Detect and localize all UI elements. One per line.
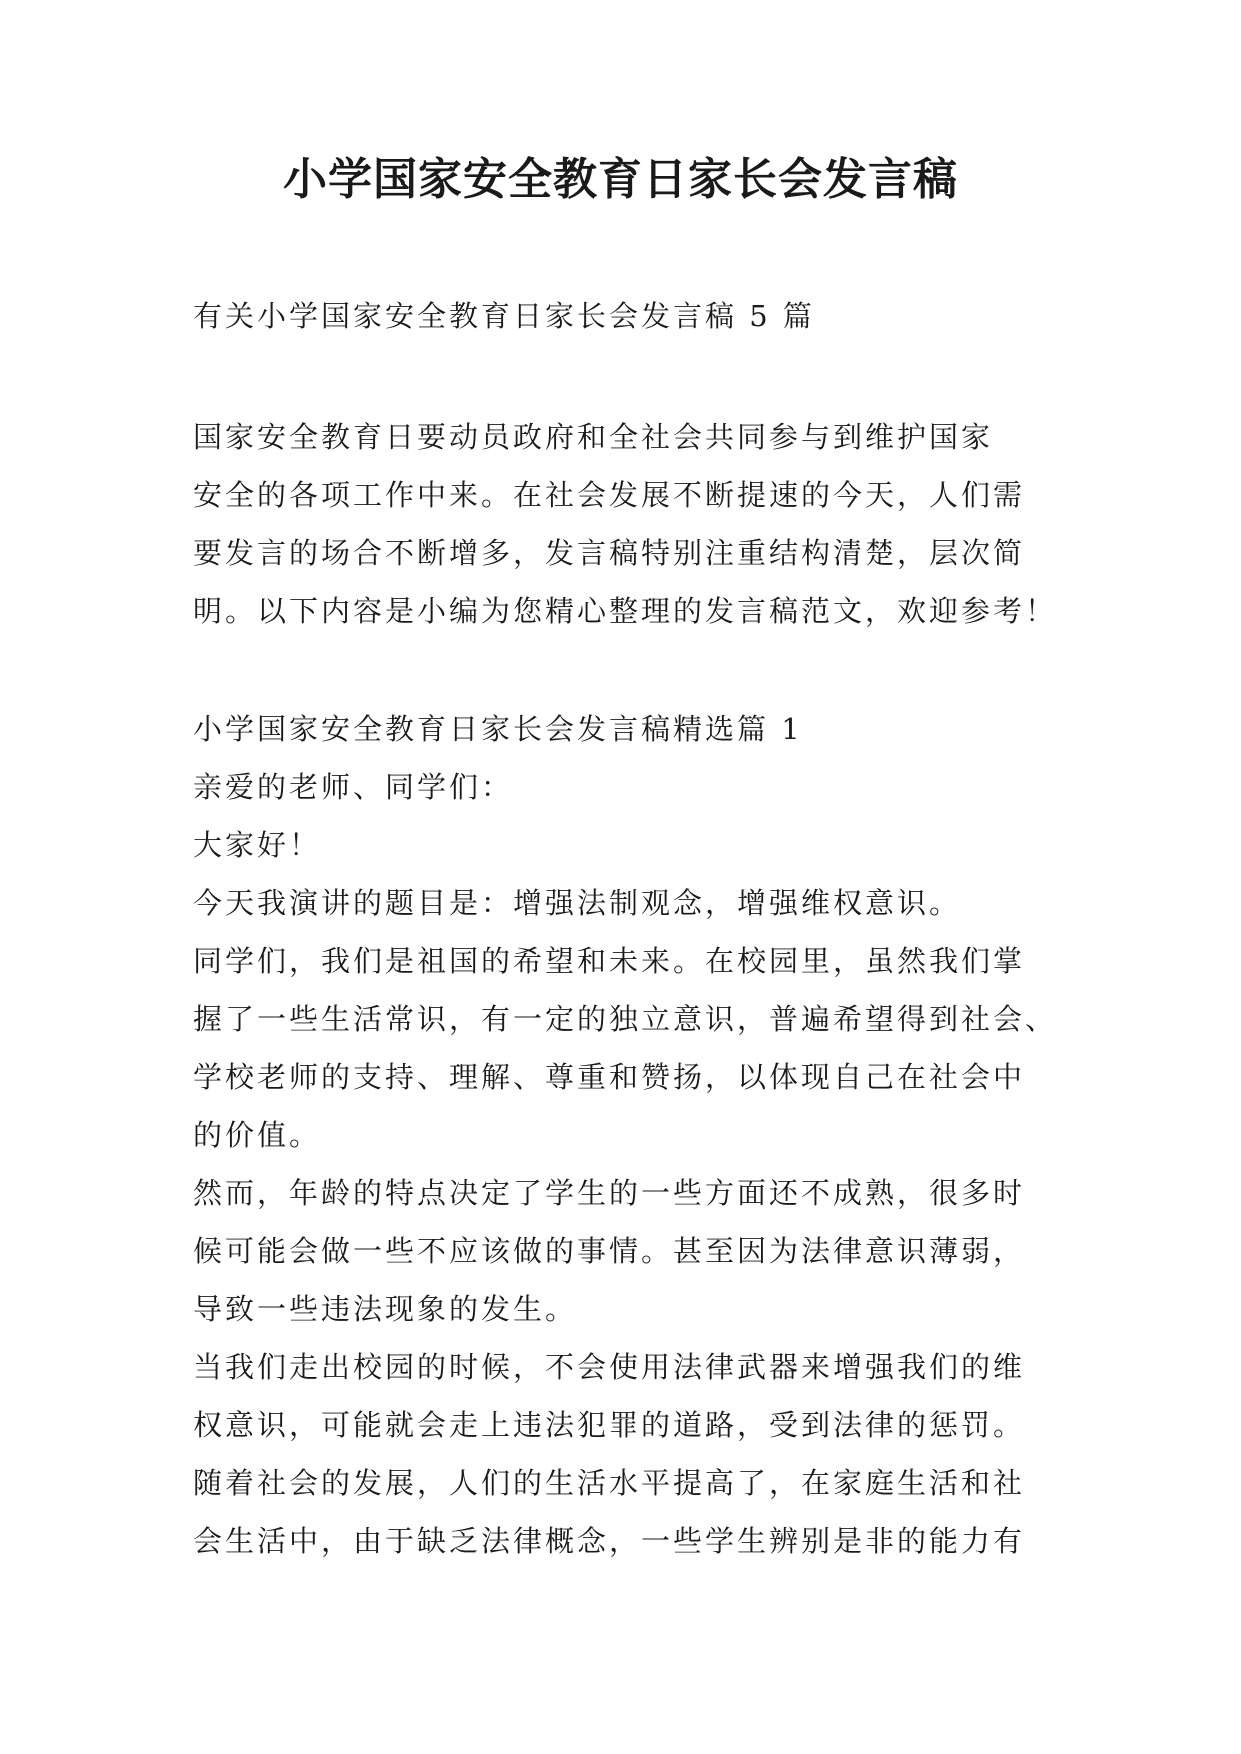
section-heading: 小学国家安全教育日家长会发言稿精选篇 1 xyxy=(193,712,803,746)
document-title: 小学国家安全教育日家长会发言稿 xyxy=(283,154,958,205)
intro-paragraph xyxy=(193,408,1063,640)
body-line: 的价值。 xyxy=(193,1118,322,1152)
body-line: 同学们，我们是祖国的希望和未来。在校园里，虽然我们掌 xyxy=(193,944,1026,978)
body-line: 今天我演讲的题目是：增强法制观念，增强维权意识。 xyxy=(193,886,962,920)
body-line: 候可能会做一些不应该做的事情。甚至因为法律意识薄弱， xyxy=(193,1234,1026,1268)
intro-line: 安全的各项工作中来。在社会发展不断提速的今天，人们需 xyxy=(193,478,1026,512)
subtitle-line: 有关小学国家安全教育日家长会发言稿 5 篇 xyxy=(193,299,815,333)
body-line: 握了一些生活常识，有一定的独立意识，普遍希望得到社会、 xyxy=(193,1002,1058,1036)
speech-section xyxy=(193,700,1063,1570)
document-subtitle xyxy=(193,287,1063,345)
intro-line: 明。以下内容是小编为您精心整理的发言稿范文，欢迎参考！ xyxy=(193,594,1058,628)
body-line: 当我们走出校园的时候，不会使用法律武器来增强我们的维 xyxy=(193,1350,1026,1384)
salutation-line: 亲爱的老师、同学们： xyxy=(193,770,514,804)
body-line: 会生活中，由于缺乏法律概念，一些学生辨别是非的能力有 xyxy=(193,1524,1026,1558)
intro-line: 国家安全教育日要动员政府和全社会共同参与到维护国家 xyxy=(193,420,994,454)
body-line: 然而，年龄的特点决定了学生的一些方面还不成熟，很多时 xyxy=(193,1176,1026,1210)
body-line: 导致一些违法现象的发生。 xyxy=(193,1292,578,1326)
greeting-line: 大家好！ xyxy=(193,828,322,862)
body-line: 学校老师的支持、理解、尊重和赞扬，以体现自己在社会中 xyxy=(193,1060,1026,1094)
body-line: 权意识，可能就会走上违法犯罪的道路，受到法律的惩罚。 xyxy=(193,1408,1026,1442)
intro-line: 要发言的场合不断增多，发言稿特别注重结构清楚，层次简 xyxy=(193,536,1026,570)
body-line: 随着社会的发展，人们的生活水平提高了，在家庭生活和社 xyxy=(193,1466,1026,1500)
